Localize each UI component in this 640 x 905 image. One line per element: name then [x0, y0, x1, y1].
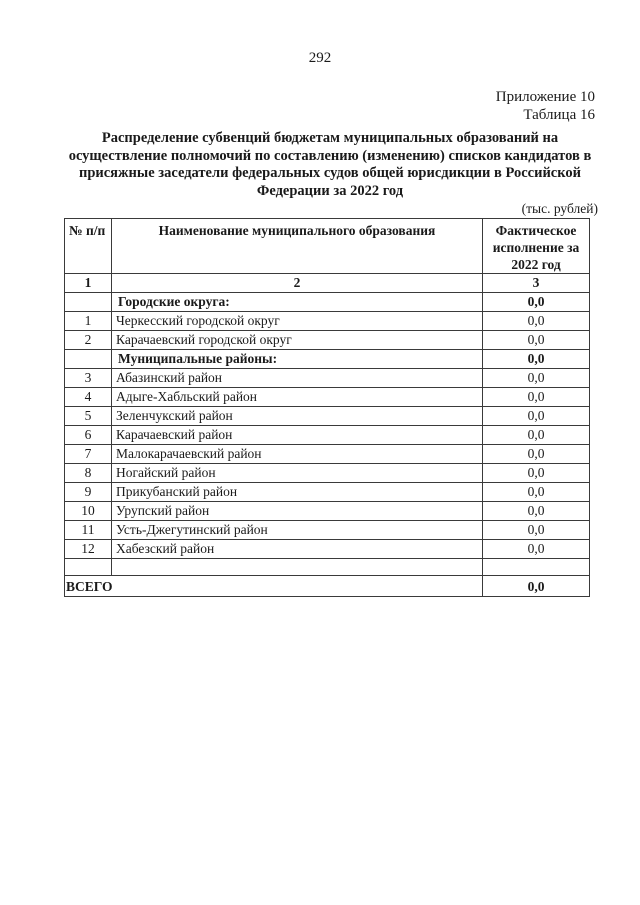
row-number: 5 — [65, 407, 112, 426]
document-title: Распределение субвенций бюджетам муниципальных образований на осуществление полномочий по составлению (изменению) списков кандидатов в присяжные заседатели федеральных судов общей юрисдикции в Российской Федерации за 2022 год — [68, 130, 592, 199]
row-number: 11 — [65, 521, 112, 540]
table-row — [65, 483, 590, 502]
appendix-reference — [496, 88, 595, 124]
group-number-cell — [65, 293, 112, 312]
header-number: № п/п — [65, 219, 112, 274]
total-row — [65, 576, 590, 597]
table-row — [65, 407, 590, 426]
row-number: 7 — [65, 445, 112, 464]
group-number-cell — [65, 350, 112, 369]
appendix-label: Приложение 10 — [495, 89, 595, 105]
row-number: 4 — [65, 388, 112, 407]
table-row — [65, 369, 590, 388]
row-name: Малокарачаевский район — [112, 445, 483, 464]
total-label: ВСЕГО — [65, 576, 483, 597]
row-number: 9 — [65, 483, 112, 502]
group-row-urban — [65, 293, 590, 312]
column-index: 1 — [65, 274, 112, 293]
header-value: Фактическое исполнение за 2022 год — [483, 219, 590, 274]
row-number: 1 — [65, 312, 112, 331]
row-value: 0,0 — [483, 483, 590, 502]
row-number: 12 — [65, 540, 112, 559]
row-name: Урупский район — [112, 502, 483, 521]
row-number: 8 — [65, 464, 112, 483]
row-value: 0,0 — [483, 502, 590, 521]
row-number: 3 — [65, 369, 112, 388]
group-row-districts — [65, 350, 590, 369]
table-row — [65, 445, 590, 464]
total-value: 0,0 — [483, 576, 590, 597]
table-row — [65, 312, 590, 331]
column-index: 3 — [483, 274, 590, 293]
row-name: Абазинский район — [112, 369, 483, 388]
budget-table — [64, 218, 590, 597]
row-number: 6 — [65, 426, 112, 445]
column-index-row — [65, 274, 590, 293]
row-name: Черкесский городской округ — [112, 312, 483, 331]
row-value: 0,0 — [483, 312, 590, 331]
row-name: Адыге-Хабльский район — [112, 388, 483, 407]
row-name: Прикубанский район — [112, 483, 483, 502]
table-row — [65, 464, 590, 483]
table-row — [65, 540, 590, 559]
table-row — [65, 521, 590, 540]
row-name: Зеленчукский район — [112, 407, 483, 426]
row-value: 0,0 — [483, 464, 590, 483]
group-label: Городские округа: — [112, 293, 483, 312]
table-header-row — [65, 219, 590, 274]
row-value: 0,0 — [483, 426, 590, 445]
row-number: 2 — [65, 331, 112, 350]
row-value: 0,0 — [483, 331, 590, 350]
table-row — [65, 388, 590, 407]
row-value: 0,0 — [483, 445, 590, 464]
row-name: Ногайский район — [112, 464, 483, 483]
row-value: 0,0 — [483, 369, 590, 388]
row-value: 0,0 — [483, 388, 590, 407]
page-number: 292 — [308, 50, 332, 66]
table-label: Таблица 16 — [523, 107, 595, 123]
table-row — [65, 331, 590, 350]
empty-row — [65, 559, 590, 576]
row-number: 10 — [65, 502, 112, 521]
group-label: Муниципальные районы: — [112, 350, 483, 369]
row-name: Хабезский район — [112, 540, 483, 559]
row-value: 0,0 — [483, 521, 590, 540]
table-row — [65, 502, 590, 521]
row-name: Усть-Джегутинский район — [112, 521, 483, 540]
row-name: Карачаевский район — [112, 426, 483, 445]
row-name: Карачаевский городской округ — [112, 331, 483, 350]
header-name: Наименование муниципального образования — [112, 219, 483, 274]
row-value: 0,0 — [483, 540, 590, 559]
group-value: 0,0 — [483, 350, 590, 369]
units-label: (тыс. рублей) — [521, 201, 598, 216]
table-row — [65, 426, 590, 445]
column-index: 2 — [112, 274, 483, 293]
row-value: 0,0 — [483, 407, 590, 426]
group-value: 0,0 — [483, 293, 590, 312]
